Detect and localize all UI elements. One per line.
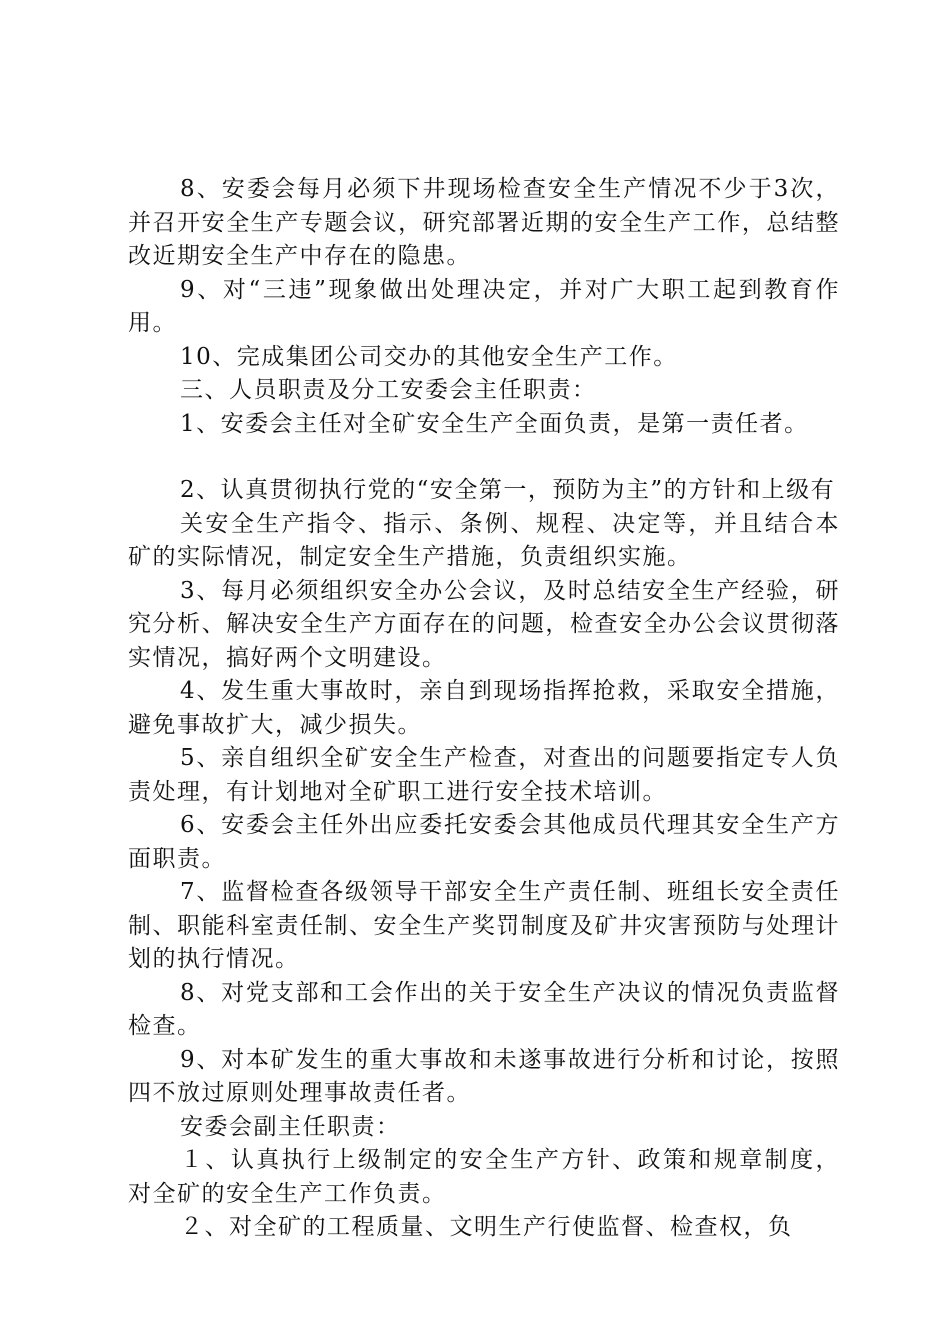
- paragraph-11: 6、安委会主任外出应委托安委会其他成员代理其安全生产方面职责。: [128, 812, 840, 872]
- subsection-heading: 安委会副主任职责：: [180, 1113, 401, 1140]
- paragraph-9: 4、发生重大事故时，亲自到现场指挥抢救，采取安全措施，避免事故扩大，减少损失。: [128, 678, 840, 738]
- paragraph-17: ２、对全矿的工程质量、文明生产行使监督、检查权，负: [180, 1214, 793, 1240]
- paragraph-16: １、认真执行上级制定的安全生产方针、政策和规章制度，对全矿的安全生产工作负责。: [128, 1147, 840, 1207]
- section-heading: 三、人员职责及分工安委会主任职责：: [180, 377, 597, 403]
- paragraph-10: 5、亲自组织全矿安全生产检查，对查出的问题要指定专人负责处理，有计划地对全矿职工进行安全技术培训。: [128, 745, 840, 805]
- paragraph-1: 8、安委会每月必须下井现场检查安全生产情况不少于3次，并召开安全生产专题会议，研究部署近期的安全生产工作，总结整改近期安全生产中存在的隐患。: [128, 176, 840, 269]
- paragraph-5: 1、安委会主任对全矿安全生产全面负责，是第一责任者。: [180, 410, 809, 437]
- paragraph-7: 关安全生产指令、指示、条例、规程、决定等，并且结合本矿的实际情况，制定安全生产措施，负责组织实施。: [128, 510, 840, 570]
- paragraph-3: 10、完成集团公司交办的其他安全生产工作。: [180, 343, 678, 370]
- paragraph-14: 9、对本矿发生的重大事故和未遂事故进行分析和讨论，按照四不放过原则处理事故责任者。: [128, 1046, 840, 1106]
- paragraph-2: 9、对“三违”现象做出处理决定，并对广大职工起到教育作用。: [128, 276, 840, 336]
- paragraph-12: 7、监督检查各级领导干部安全生产责任制、班组长安全责任制、职能科室责任制、安全生产奖罚制度及矿井灾害预防与处理计划的执行情况。: [128, 879, 840, 972]
- paragraph-8: 3、每月必须组织安全办公会议，及时总结安全生产经验，研究分析、解决安全生产方面存在的问题，检查安全办公会议贯彻落实情况，搞好两个文明建设。: [128, 577, 840, 671]
- paragraph-13: 8、对党支部和工会作出的关于安全生产决议的情况负责监督检查。: [128, 979, 840, 1039]
- paragraph-6: 2、认真贯彻执行党的“安全第一，预防为主”的方针和上级有: [180, 477, 836, 503]
- document-body: [128, 173, 840, 1245]
